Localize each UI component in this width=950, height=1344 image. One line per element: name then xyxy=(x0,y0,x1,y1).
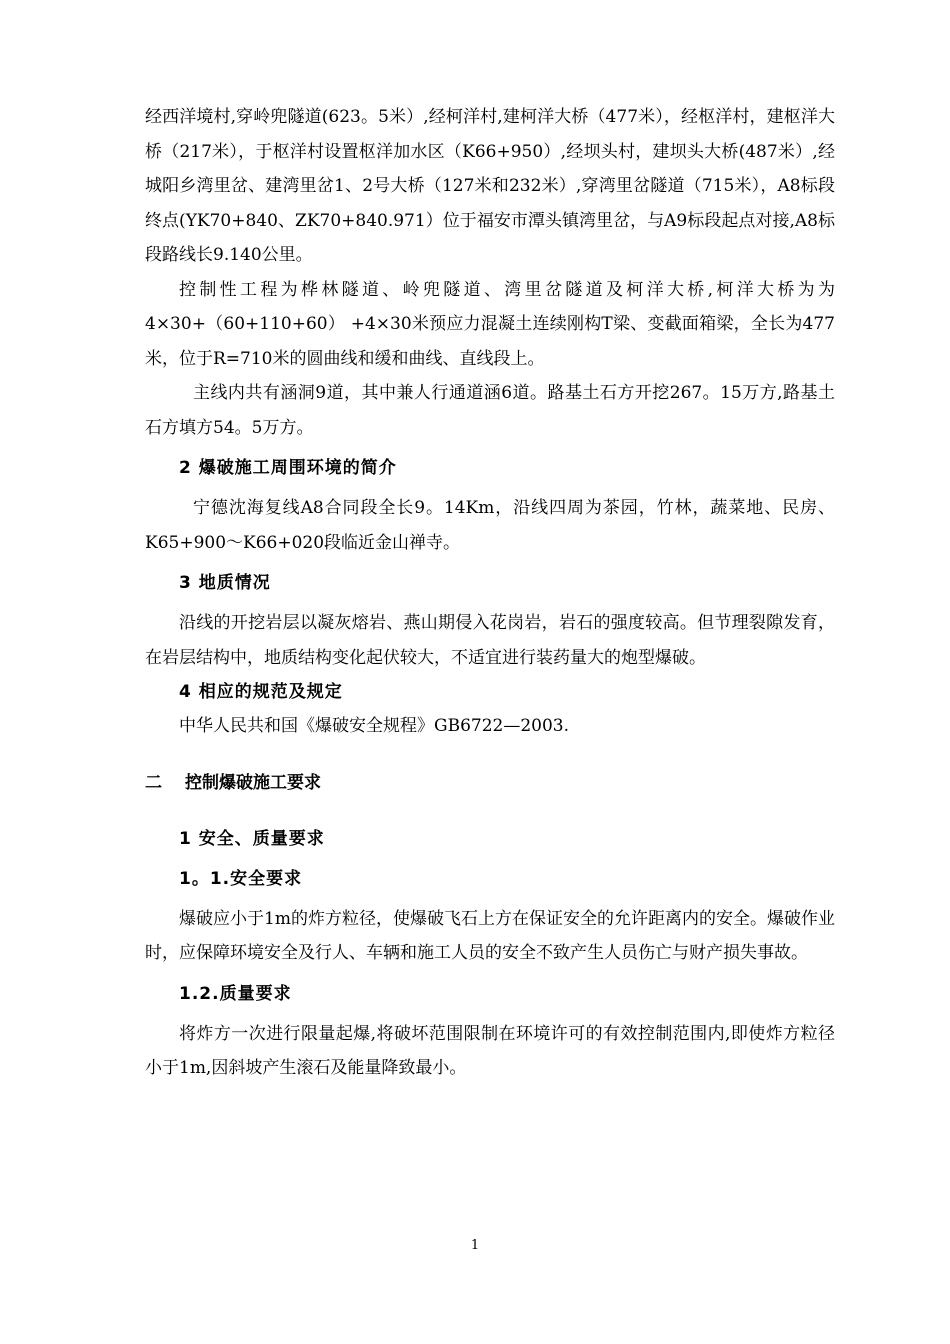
paragraph-quality-requirements: 将炸方一次进行限量起爆,将破坏范围限制在环境许可的有效控制范围内,即使炸方粒径小于1m,因斜坡产生滚石及能量降致最小。 xyxy=(145,1023,835,1078)
paragraph-route-description: 经西洋境村,穿岭兜隧道(623。5米）,经柯洋村,建柯洋大桥（477米），经枢洋村，建枢洋大桥（217米），于枢洋村设置枢洋加水区（K66+950）,经坝头村，建坝头大桥(487米）,经城阳乡湾里岔、建湾里岔1、2号大桥（127米和232米）,穿湾里岔隧道（715米），A8标段终点(YK70+840、ZK70+840.971）位于福安市潭头镇湾里岔，与A9标段起点对接,A8标段路线长9.140公里。 xyxy=(145,107,835,265)
heading-safety-requirements: 1。1.安全要求 xyxy=(179,868,303,889)
paragraph-control-works: 控制性工程为桦林隧道、岭兜隧道、湾里岔隧道及柯洋大桥,柯洋大桥为为4×30+（60+110+60） +4×30米预应力混凝土连续刚构T梁、变截面箱梁，全长为477米，位于R=710米的圆曲线和缓和曲线、直线段上。 xyxy=(145,279,835,369)
paragraph-regulations: 中华人民共和国《爆破安全规程》GB6722—2003. xyxy=(179,716,570,736)
page-number: 1 xyxy=(470,1238,480,1253)
heading-regulations: 4 相应的规范及规定 xyxy=(179,682,343,702)
section-number: 二 xyxy=(145,772,162,793)
page-content xyxy=(145,100,835,1086)
heading-environment: 2 爆破施工周围环境的简介 xyxy=(179,458,397,478)
paragraph-environment: 宁德沈海复线A8合同段全长9。14Km，沿线四周为茶园，竹林，蔬菜地、民房、K65+900～K66+020段临近金山禅寺。 xyxy=(145,498,835,553)
heading-geology: 3 地质情况 xyxy=(179,573,271,593)
section-title: 控制爆破施工要求 xyxy=(185,772,321,793)
paragraph-safety-requirements: 爆破应小于1m的炸方粒径，使爆破飞石上方在保证安全的允许距离内的安全。爆破作业时，应保障环境安全及行人、车辆和施工人员的安全不致产生人员伤亡与财产损失事故。 xyxy=(145,908,835,963)
heading-safety-quality: 1 安全、质量要求 xyxy=(179,828,325,849)
section-heading-2 xyxy=(145,766,835,800)
paragraph-culverts: 主线内共有涵洞9道，其中兼人行通道涵6道。路基土石方开挖267。15万方,路基土石方填方54。5万方。 xyxy=(145,383,835,438)
paragraph-geology: 沿线的开挖岩层以凝灰熔岩、燕山期侵入花岗岩，岩石的强度较高。但节理裂隙发育，在岩层结构中，地质结构变化起伏较大，不适宜进行装药量大的炮型爆破。 xyxy=(145,613,835,668)
heading-quality-requirements: 1.2.质量要求 xyxy=(179,983,292,1004)
